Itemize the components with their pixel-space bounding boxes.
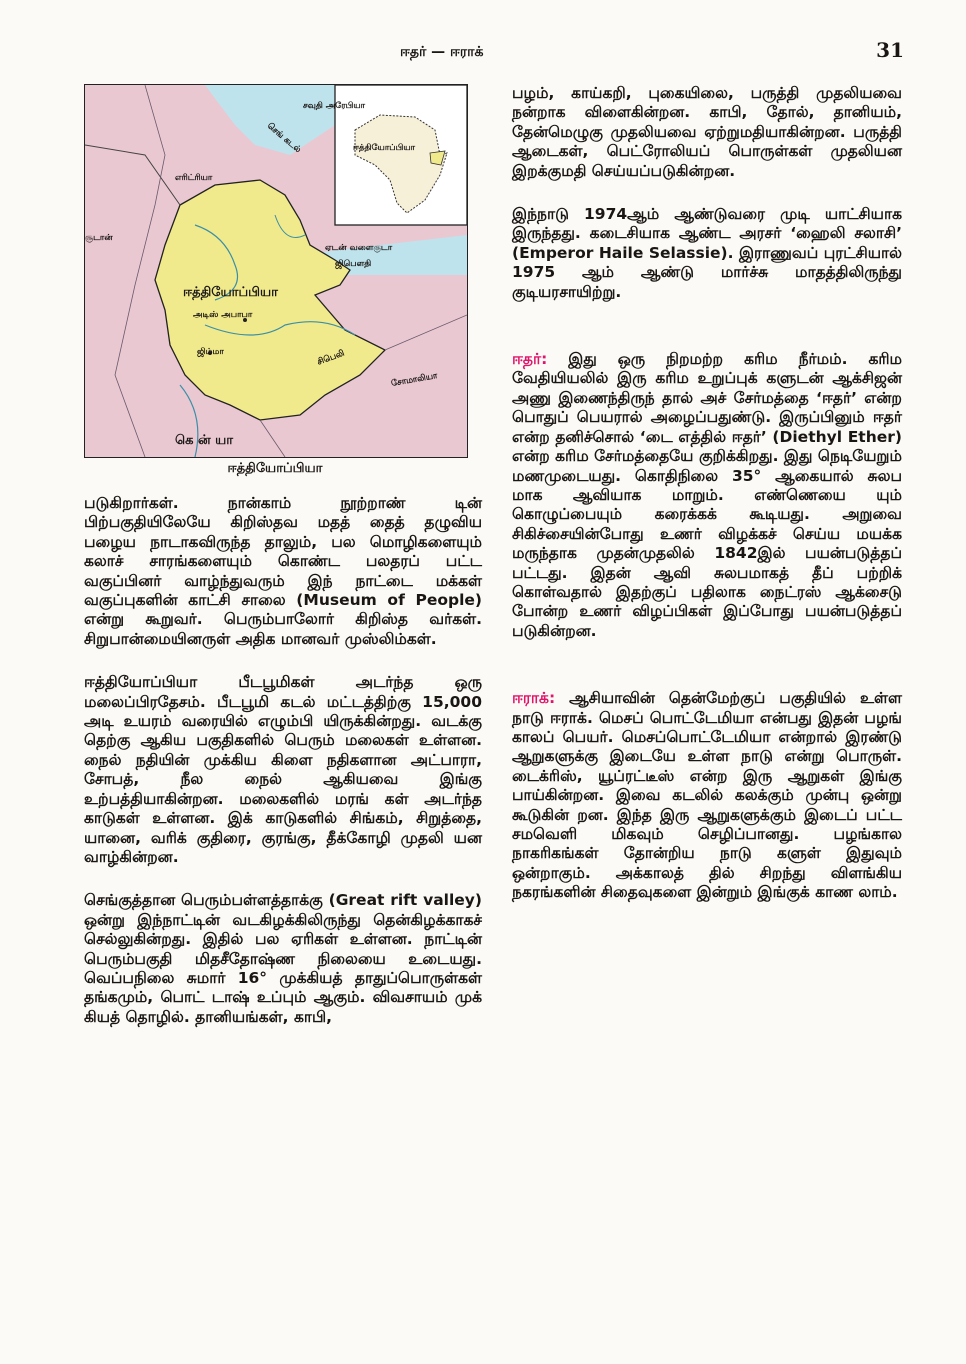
map-drawing <box>85 85 467 457</box>
paragraph: செங்குத்தான பெரும்பள்ளத்தாக்கு (Great rift valley) ஒன்று இந்நாட்டின் வடகிழக்கிலிருந்து தென்கிழக்காகச் செல்லுகின்றது. இதில் பல ஏரிகள் உள்ளன. நாட்டின் பெரும்பகுதி மிதசீதோஷ்ண நிலையை உடையது. வெப்பநிலை சுமார் 16° முக்கியத் தாதுப்பொருள்கள் தங்கமும், பொட் டாஷ் உப்பும் ஆகும். விவசாயம் முக் கியத் தொழில். தானியங்கள், காபி, <box>84 891 482 1026</box>
map-caption: ஈத்தியோப்பியா <box>227 461 323 476</box>
entry-iraq <box>512 689 902 902</box>
map-label-red-sea: செங் கடல் <box>264 121 303 156</box>
paragraph: படுகிறார்கள். நான்காம் நூற்றாண் டின் பிற்பகுதியிலேயே கிறிஸ்தவ மதத் தைத் தழுவிய பழைய நாடாகவிருந்த தாலும், பல மொழிகளையும் கலாச் சாரங்களையும் கொண்ட பலதரப் பட்ட வகுப்பினர் வாழ்ந்துவரும் இந் நாட்டை மக்கள் வகுப்புகளின் காட்சி சாலை (Museum of People) என்று கூறுவர். பெரும்பாலோர் கிறிஸ்த வர்கள். சிறுபான்மையினருள் அதிக மானவர் முஸ்லிம்கள். <box>84 494 482 648</box>
map-label-capital: அடிஸ் அபாபா <box>193 310 253 320</box>
map-label-kenya: கெ ன் யா <box>175 433 234 448</box>
paragraph: பழம், காய்கறி, புகையிலை, பருத்தி முதலியவை நன்றாக விளைகின்றன. காபி, தோல், தானியம், தேன்மெழுகு முதலியவை ஏற்றுமதியாகின்றன. பருத்தி ஆடைகள், பெட்ரோலியப் பொருள்கள் முதலியன இறக்குமதி செய்யப்படுகின்றன. <box>512 84 902 180</box>
border-line <box>85 145 180 205</box>
border-line <box>385 315 467 350</box>
entry-text: இது ஒரு நிறமற்ற கரிம நீர்மம். கரிம வேதியியலில் இரு கரிம உறுப்புக் களுடன் ஆக்சிஜன் அணு இணைந்திருந் தால் அச் சேர்மத்தை ‘ஈதர்’ என்ற பொதுப் பெயரால் அழைப்பதுண்டு. இருப்பினும் ஈதர் என்ற தனிச்சொல் ‘டை எத்தில் ஈதர்’ (Diethyl Ether) என்ற கரிம சேர்மத்தையே குறிக்கிறது. இது நெடியேறும் மணமுடையது. கொதிநிலை 35° ஆகையால் சுலப மாக ஆவியாக மாறும். எண்ணெயை யும் கொழுப்பையும் கரைக்கக் கூடியது. அறுவை சிகிச்சையின்போது உணர் விழக்கச் செய்ய மயக்க மருந்தாக முதன்முதலில் 1842இல் பயன்படுத்தப் பட்டது. இதன் ஆவி சுலபமாகத் தீப் பற்றிக் கொள்வதால் இதற்குப் பதிலாக நைட்ரஸ் ஆக்சைடு போன்ற உணர் விழப்பிகள் இப்போது பயன்படுத்தப் படுகின்றன. <box>512 350 902 640</box>
paragraph: ஈத்தியோப்பியா பீடபூமிகள் அடர்ந்த ஒரு மலைப்பிரதேசம். பீடபூமி கடல் மட்டத்திற்கு 15,000 அடி உயரம் வரையில் எழும்பி யிருக்கின்றது. வடக்கு தெற்கு ஆகிய பகுதிகளில் பெரும் மலைகள் உள்ளன. நைல் நதியின் முக்கிய கிளை நதிகளான அட்பாரா, சோபத், நீல நைல் ஆகியவை இங்கு உற்பத்தியாகின்றன. மலைகளில் மரங் கள் அடர்ந்த காடுகள் உள்ளன. இக் காடுகளில் சிங்கம், சிறுத்தை, யானை, வரிக் குதிரை, குரங்கு, தீக்கோழி முதலி யன வாழ்கின்றன. <box>84 673 482 866</box>
map-label-river: சிபெலி <box>315 348 346 368</box>
left-column <box>84 494 482 1051</box>
entry-ether <box>512 350 902 641</box>
entry-text: ஆசியாவின் தென்மேற்குப் பகுதியில் உள்ள நாடு ஈராக். மெசப் பொட்டேமியா என்பது இதன் பழங் காலப் பெயர். மெசப்பொட்டேமியா என்றால் இரண்டு ஆறுகளுக்கு இடையே உள்ள நாடு என்று பொருள். டைக்ரிஸ், யூப்ரட்டீஸ் என்ற இரு ஆறுகள் இங்கு பாய்கின்றன. இவை கடலில் கலக்கும் முன்பு ஒன்று கூடுகின் றன. இந்த இரு ஆறுகளுக்கும் இடைப் பட்ட சமவெளி மிகவும் செழிப்பானது. பழங்கால நாகரிகங்கள் தோன்றிய நாடு களுள் இதுவும் ஒன்றாகும். அக்காலத் தில் சிறந்து விளங்கிய நகரங்களின் சிதைவுகளை இன்றும் இங்குக் காண லாம். <box>512 689 902 902</box>
paragraph: இந்நாடு 1974ஆம் ஆண்டுவரை முடி யாட்சியாக இருந்தது. கடைசியாக ஆண்ட அரசர் ‘ஹைலி சலாசி’ (Emperor Haile Selassie). இராணுவப் புரட்சியால் 1975 ஆம் ஆண்டு மார்ச்சு மாதத்திலிருந்து குடியரசாயிற்று. <box>512 205 902 301</box>
red-sea <box>205 85 335 155</box>
map-label-sudan: சூடான் <box>85 233 113 243</box>
page-header <box>0 38 966 68</box>
map-label-country: ஈத்தியோப்பியா <box>183 285 278 300</box>
running-head: ஈதர் — ஈராக் <box>400 44 484 60</box>
page-number: 31 <box>876 38 904 62</box>
map-label-inset: ஈத்தியோப்பியா <box>353 143 416 153</box>
map-label-djibouti: ஜிபௌதி <box>335 259 372 269</box>
entry-term: ஈதர்: <box>512 350 548 369</box>
right-column <box>512 84 902 927</box>
map-label-gulf-aden: ஏடன் வளைகுடா <box>325 243 393 253</box>
entry-term: ஈராக்: <box>512 689 556 708</box>
map-label-somalia: சோமாலியா <box>390 371 439 390</box>
map-label-arabia: சவுதி அரேபியா <box>303 101 366 111</box>
map-label-eritrea: எரிட்ரியா <box>175 173 213 183</box>
ethiopia-map <box>84 84 468 458</box>
map-label-jimma: ஜிம்மா <box>197 347 224 357</box>
border-line <box>260 420 285 457</box>
